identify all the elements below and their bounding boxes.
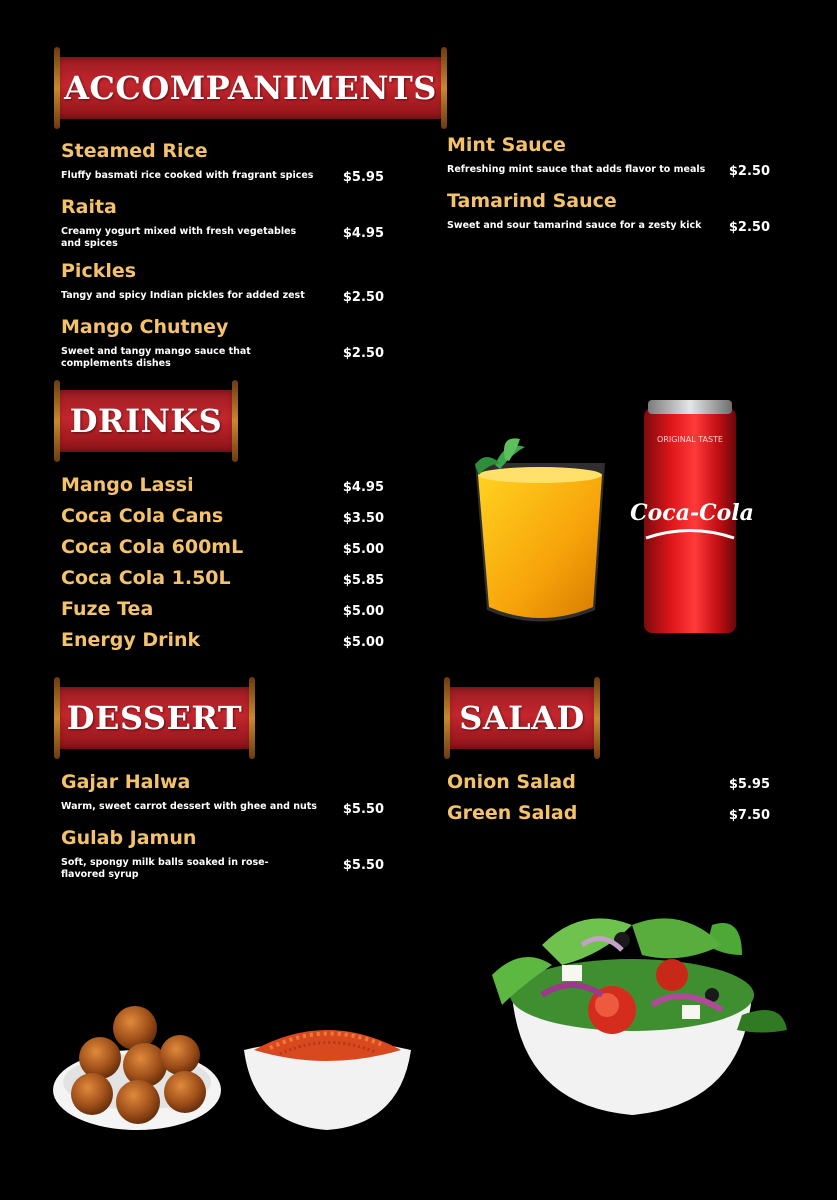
menu-item-name: Raita [61, 196, 117, 218]
dessert-banner [57, 687, 252, 749]
menu-item-price: $5.50 [342, 802, 384, 817]
salad-name: Green Salad [447, 802, 578, 824]
menu-item-name: Mango Chutney [61, 316, 229, 338]
coca-cola-can-photo [630, 398, 754, 638]
drink-name: Coca Cola 1.50L [61, 567, 231, 589]
menu-item-price: $5.50 [342, 858, 384, 873]
accompaniments-banner [57, 57, 444, 119]
salad-price: $5.95 [728, 777, 770, 792]
menu-item-desc: Creamy yogurt mixed with fresh vegetables and spices [61, 226, 297, 249]
drinks-banner [57, 390, 235, 452]
gulab-jamun-photo [50, 1000, 225, 1140]
menu-item-name: Tamarind Sauce [447, 190, 617, 212]
menu-item-name: Gajar Halwa [61, 771, 191, 793]
drink-name: Fuze Tea [61, 598, 154, 620]
menu-item-desc: Tangy and spicy Indian pickles for added zest [61, 290, 305, 301]
drink-price: $5.85 [342, 573, 384, 588]
drink-name: Coca Cola 600mL [61, 536, 244, 558]
salad-price: $7.50 [728, 808, 770, 823]
drink-name: Energy Drink [61, 629, 201, 651]
accompaniments-title: ACCOMPANIMENTS [64, 69, 437, 107]
can-logo-text: Coca-Cola [630, 500, 754, 526]
menu-item-desc: Sweet and tangy mango sauce that complements dishes [61, 346, 251, 369]
drink-name: Coca Cola Cans [61, 505, 224, 527]
menu-item-desc: Refreshing mint sauce that adds flavor to meals [447, 164, 706, 175]
menu-item-price: $4.95 [342, 226, 384, 241]
menu-item-price: $2.50 [728, 164, 770, 179]
menu-item-desc: Warm, sweet carrot dessert with ghee and nuts [61, 801, 317, 812]
green-salad-photo [482, 905, 787, 1120]
can-small-text: ORIGINAL TASTE [657, 435, 723, 444]
menu-item-price: $2.50 [342, 290, 384, 305]
menu-item-desc: Fluffy basmati rice cooked with fragrant spices [61, 170, 314, 181]
drink-name: Mango Lassi [61, 474, 194, 496]
drink-price: $5.00 [342, 604, 384, 619]
salad-banner [447, 687, 597, 749]
mango-lassi-photo [465, 435, 610, 635]
menu-item-desc: Sweet and sour tamarind sauce for a zesty kick [447, 220, 702, 231]
menu-item-name: Mint Sauce [447, 134, 566, 156]
menu-item-name: Pickles [61, 260, 137, 282]
drink-price: $3.50 [342, 511, 384, 526]
drink-price: $5.00 [342, 635, 384, 650]
drink-price: $4.95 [342, 480, 384, 495]
drinks-title: DRINKS [69, 402, 223, 440]
menu-item-price: $2.50 [342, 346, 384, 361]
menu-item-price: $2.50 [728, 220, 770, 235]
menu-item-price: $5.95 [342, 170, 384, 185]
dessert-title: DESSERT [66, 699, 243, 737]
menu-item-name: Gulab Jamun [61, 827, 197, 849]
salad-name: Onion Salad [447, 771, 576, 793]
gajar-halwa-photo [240, 1010, 415, 1135]
salad-title: SALAD [459, 699, 585, 737]
drink-price: $5.00 [342, 542, 384, 557]
menu-item-name: Steamed Rice [61, 140, 208, 162]
menu-item-desc: Soft, spongy milk balls soaked in rose-flavored syrup [61, 857, 269, 880]
